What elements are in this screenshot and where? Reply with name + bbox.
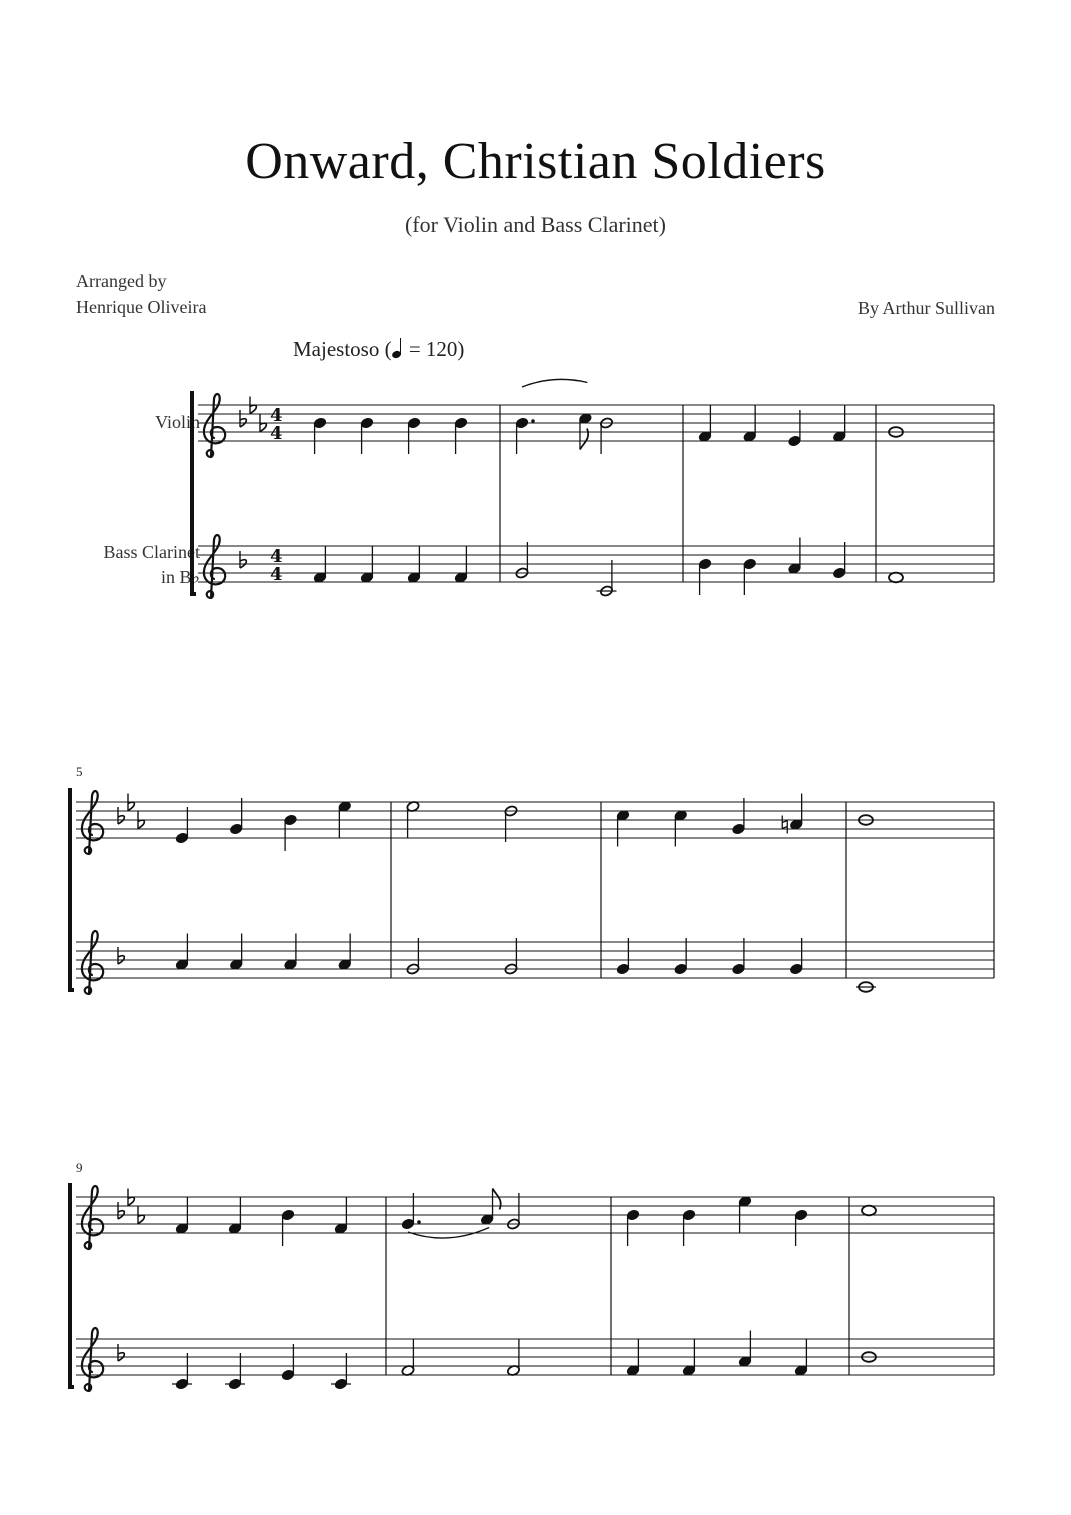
system-bracket (68, 790, 74, 990)
flat-icon (240, 410, 246, 427)
composer-credit: By Arthur Sullivan (857, 298, 995, 318)
flat-icon (118, 1344, 124, 1361)
time-signature-bottom: 4 (270, 423, 283, 444)
natural-icon (782, 816, 787, 834)
time-signature-top: 4 (270, 405, 283, 426)
tempo-value: = 120) (403, 337, 465, 361)
system-bracket (190, 393, 196, 594)
flat-icon (240, 551, 246, 568)
measure-number: 5 (76, 764, 83, 779)
instrument-label-violin: Violin (155, 412, 200, 432)
time-signature-top: 4 (270, 546, 283, 567)
measure-number: 9 (76, 1160, 83, 1175)
arranger-label: Arranged by (76, 271, 167, 291)
flat-icon (118, 947, 124, 964)
augmentation-dot (531, 419, 535, 423)
system-bracket (68, 1185, 74, 1387)
treble-clef-icon (82, 1328, 103, 1391)
flat-icon (118, 807, 124, 824)
slur (522, 379, 587, 387)
instrument-label-bass-clarinet-line1: Bass Clarinet (103, 542, 200, 562)
page-title: Onward, Christian Soldiers (245, 133, 826, 190)
treble-clef-icon (204, 535, 225, 598)
treble-clef-icon (82, 1186, 103, 1249)
treble-clef-icon (82, 931, 103, 994)
instrument-label-bass-clarinet-line2: in B♭ (161, 567, 200, 587)
augmentation-dot (417, 1220, 421, 1224)
flat-icon (118, 1202, 124, 1219)
tempo-text: Majestoso ( (293, 337, 392, 361)
arranger-name: Henrique Oliveira (76, 297, 207, 317)
page-subtitle: (for Violin and Bass Clarinet) (404, 212, 666, 237)
notehead (889, 573, 903, 583)
treble-clef-icon (82, 791, 103, 854)
notehead (862, 1206, 876, 1216)
treble-clef-icon (204, 394, 225, 457)
time-signature-bottom: 4 (270, 564, 283, 585)
